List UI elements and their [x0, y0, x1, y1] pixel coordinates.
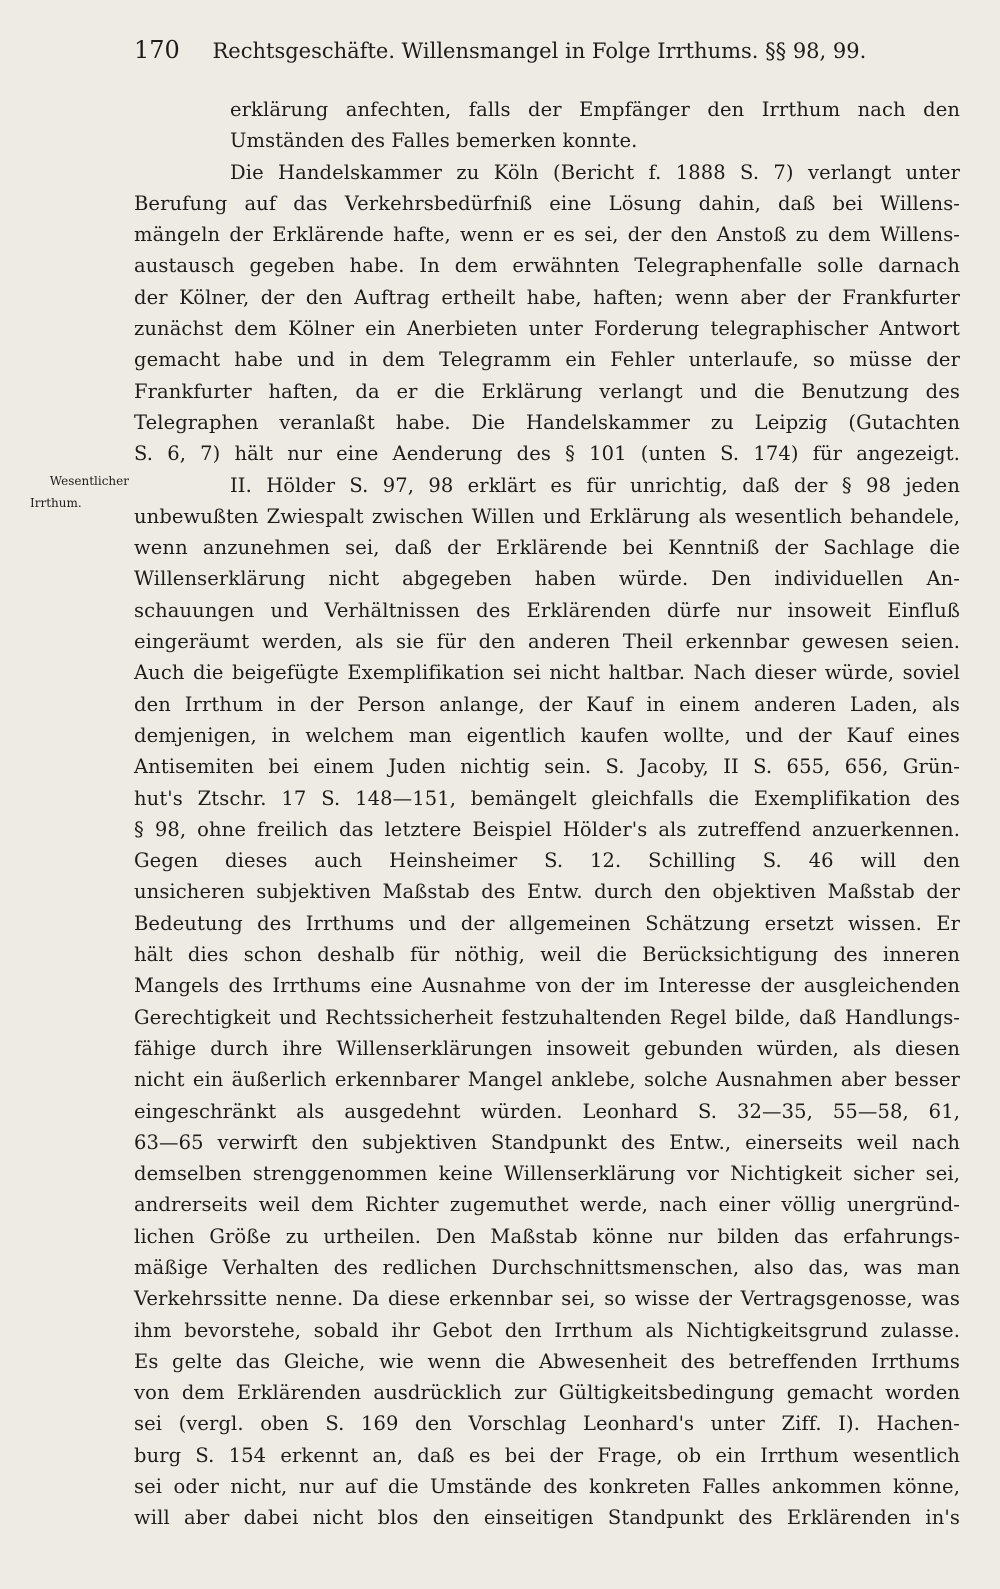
- margin-note: [14, 470, 129, 514]
- body-text: [134, 94, 960, 1534]
- text-line: sei oder nicht, nur auf die Umstände des konkreten Falles ankommen könne,: [134, 1475, 960, 1499]
- text-line: burg S. 154 erkennt an, daß es bei der Frage, ob ein Irrthum wesentlich: [134, 1443, 960, 1467]
- margin-note-line-2: Irrthum.: [30, 496, 82, 510]
- text-line: hält dies schon deshalb für nöthig, weil die Berücksichtigung des inneren: [134, 943, 960, 967]
- text-line: zunächst dem Kölner ein Anerbieten unter Forderung telegraphischer Antwort: [134, 317, 960, 341]
- text-line: austausch gegeben habe. In dem erwähnten Telegraphenfalle solle darnach: [134, 254, 960, 278]
- text-line: Telegraphen veranlaßt habe. Die Handelskammer zu Leipzig (Gutachten: [134, 410, 960, 434]
- text-line: Gerechtigkeit und Rechtssicherheit festzuhaltenden Regel bilde, daß Handlungs-: [134, 1005, 960, 1029]
- text-line: II. Hölder S. 97, 98 erklärt es für unrichtig, daß der § 98 jeden: [230, 473, 960, 497]
- text-line: Es gelte das Gleiche, wie wenn die Abwesenheit des betreffenden Irrthums: [134, 1349, 960, 1373]
- text-line: 63—65 verwirft den subjektiven Standpunkt des Entw., einerseits weil nach: [134, 1130, 960, 1154]
- running-title: Rechtsgeschäfte. Willensmangel in Folge Irrthums. §§ 98, 99.: [212, 39, 867, 63]
- text-line: erklärung anfechten, falls der Empfänger den Irrthum nach den: [230, 98, 960, 121]
- text-line: der Kölner, der den Auftrag ertheilt habe, haften; wenn aber der Frankfurter: [134, 285, 960, 309]
- text-line: nicht ein äußerlich erkennbarer Mangel anklebe, solche Ausnahmen aber besser: [134, 1068, 960, 1092]
- text-line: fähige durch ihre Willenserklärungen insoweit gebunden würden, als diesen: [134, 1036, 960, 1060]
- text-line: lichen Größe zu urtheilen. Den Maßstab könne nur bilden das erfahrungs-: [134, 1224, 960, 1248]
- text-line: Antisemiten bei einem Juden nichtig sein. S. Jacoby, II S. 655, 656, Grün-: [134, 755, 960, 779]
- text-line: schauungen und Verhältnissen des Erklärenden dürfe nur insoweit Einfluß: [134, 598, 960, 622]
- text-line: Umständen des Falles bemerken konnte.: [230, 129, 638, 153]
- page-header: [134, 36, 874, 64]
- text-line: Verkehrssitte nenne. Da diese erkennbar sei, so wisse der Vertragsgenosse, was: [134, 1287, 960, 1311]
- margin-note-line-1: Wesentlicher: [49, 474, 129, 488]
- text-line: andrerseits weil dem Richter zugemuthet werde, nach einer völlig unergründ-: [134, 1193, 960, 1217]
- text-line: demselben strenggenommen keine Willenserklärung vor Nichtigkeit sicher sei,: [134, 1162, 960, 1186]
- text-line: gemacht habe und in dem Telegramm ein Fehler unterlaufe, so müsse der: [134, 348, 960, 372]
- text-line: wenn anzunehmen sei, daß der Erklärende bei Kenntniß der Sachlage die: [134, 536, 960, 560]
- text-line: Mangels des Irrthums eine Ausnahme von der im Interesse der ausgleichenden: [134, 974, 960, 998]
- text-line: Frankfurter haften, da er die Erklärung verlangt und die Benutzung des: [134, 379, 960, 403]
- text-line: unsicheren subjektiven Maßstab des Entw. durch den objektiven Maßstab der: [134, 880, 960, 904]
- text-line: will aber dabei nicht blos den einseitigen Standpunkt des Erklärenden in's: [134, 1506, 960, 1530]
- text-line: sei (vergl. oben S. 169 den Vorschlag Leonhard's unter Ziff. I). Hachen-: [134, 1412, 960, 1436]
- text-line: § 98, ohne freilich das letztere Beispiel Hölder's als zutreffend anzuerkennen.: [134, 817, 960, 841]
- text-line: Gegen dieses auch Heinsheimer S. 12. Schilling S. 46 will den: [134, 849, 960, 873]
- text-line: von dem Erklärenden ausdrücklich zur Gültigkeitsbedingung gemacht worden: [134, 1381, 960, 1405]
- text-line: Die Handelskammer zu Köln (Bericht f. 1888 S. 7) verlangt unter: [230, 160, 960, 184]
- text-line: eingeräumt werden, als sie für den anderen Theil erkennbar gewesen seien.: [134, 630, 960, 654]
- text-line: demjenigen, in welchem man eigentlich kaufen wollte, und der Kauf eines: [134, 723, 960, 747]
- text-line: ihm bevorstehe, sobald ihr Gebot den Irrthum als Nichtigkeitsgrund zulasse.: [134, 1318, 960, 1342]
- text-line: eingeschränkt als ausgedehnt würden. Leonhard S. 32—35, 55—58, 61,: [134, 1099, 960, 1123]
- text-line: mängeln der Erklärende hafte, wenn er es sei, der den Anstoß zu dem Willens-: [134, 223, 960, 247]
- text-line: Auch die beigefügte Exemplifikation sei nicht haltbar. Nach dieser würde, soviel: [134, 661, 960, 685]
- text-line: Willenserklärung nicht abgegeben haben würde. Den individuellen An-: [134, 567, 960, 591]
- text-line: S. 6, 7) hält nur eine Aenderung des § 101 (unten S. 174) für angezeigt.: [134, 442, 960, 466]
- text-line: den Irrthum in der Person anlange, der Kauf in einem anderen Laden, als: [134, 692, 960, 716]
- text-line: mäßige Verhalten des redlichen Durchschnittsmenschen, also das, was man: [134, 1255, 960, 1279]
- text-line: Berufung auf das Verkehrsbedürfniß eine Lösung dahin, daß bei Willens-: [134, 191, 960, 215]
- text-line: Bedeutung des Irrthums und der allgemeinen Schätzung ersetzt wissen. Er: [134, 911, 960, 935]
- text-line: unbewußten Zwiespalt zwischen Willen und Erklärung als wesentlich behandele,: [134, 504, 960, 528]
- page-number: 170: [134, 36, 180, 64]
- text-line: hut's Ztschr. 17 S. 148—151, bemängelt gleichfalls die Exemplifikation des: [134, 786, 960, 810]
